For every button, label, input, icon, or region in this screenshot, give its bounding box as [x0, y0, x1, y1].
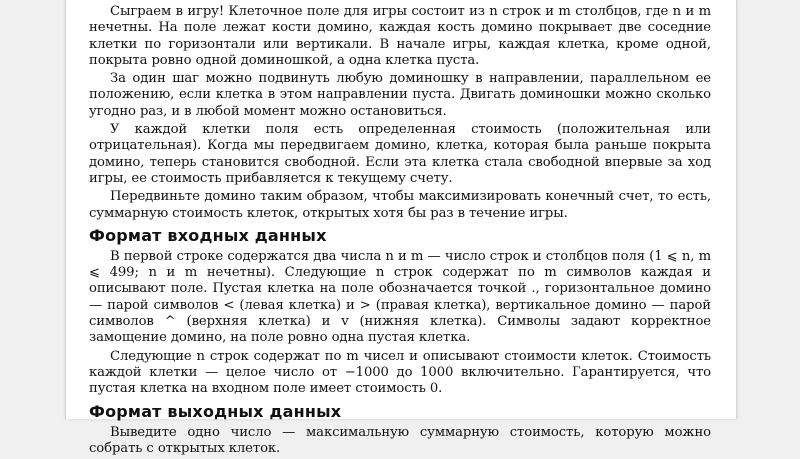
statement-paragraph-3: У каждой клетки поля есть определенная стоимость (положительная или отрицательная). Когда мы передвигаем домино, клетка, которая была раньше покрыта домино, теперь становится свободной. Если эта клетка стала свободной впервые за ход игры, ее стоимость прибавляется к текущему счету.	[89, 122, 711, 186]
output-paragraph-1: Выведите одно число — максимальную суммарную стоимость, которую можно собрать с открытых клеток.	[89, 424, 711, 456]
input-format-heading: Формат входных данных	[89, 225, 327, 245]
statement-paragraph-1: Сыграем в игру! Клеточное поле для игры состоит из n строк и m столбцов, где n и m нечетны. На поле лежат кости домино, каждая кость домино покрывает две соседние клетки по горизонтали или вертикали. В начале игры, каждая клетка, кроме одной, покрыта ровно одной доминошкой, а одна клетка пуста.	[89, 4, 711, 68]
output-format-heading: Формат выходных данных	[89, 401, 342, 421]
input-paragraph-2: Следующие n строк содержат по m чисел и описывают стоимости клеток. Стоимость каждой клетки — целое число от −1000 до 1000 включительно. Гарантируется, что пустая клетка на входном поле имеет стоимость 0.	[89, 348, 711, 397]
input-paragraph-1: В первой строке содержатся два числа n и m — число строк и столбцов поля (1 ⩽ n, m ⩽ 499; n и m нечетны). Следующие n строк содержат по m символов каждая и описывают поле. Пустая клетка на поле обозначается точкой ., горизонтальное домино — парой символов < (левая клетка) и > (правая клетка), вертикальное домино — парой символов ^ (верхняя клетка) и v (нижняя клетка). Символы задают корректное замощение домино, на поле ровно одна пустая клетка.	[89, 248, 711, 346]
document-content	[89, 4, 711, 459]
output-format-section	[89, 425, 711, 458]
input-format-section	[89, 249, 711, 398]
statement-paragraph-2: За один шаг можно подвинуть любую доминошку в направлении, параллельном ее положению, если клетка в этом направлении пуста. Двигать доминошки можно сколько угодно раз, и в любой момент можно остановиться.	[89, 71, 711, 119]
statement-paragraph-4: Передвиньте домино таким образом, чтобы максимизировать конечный счет, то есть, суммарную стоимость клеток, открытых хотя бы раз в течение игры.	[89, 189, 711, 221]
problem-statement	[89, 4, 711, 222]
document-page	[65, 0, 737, 456]
